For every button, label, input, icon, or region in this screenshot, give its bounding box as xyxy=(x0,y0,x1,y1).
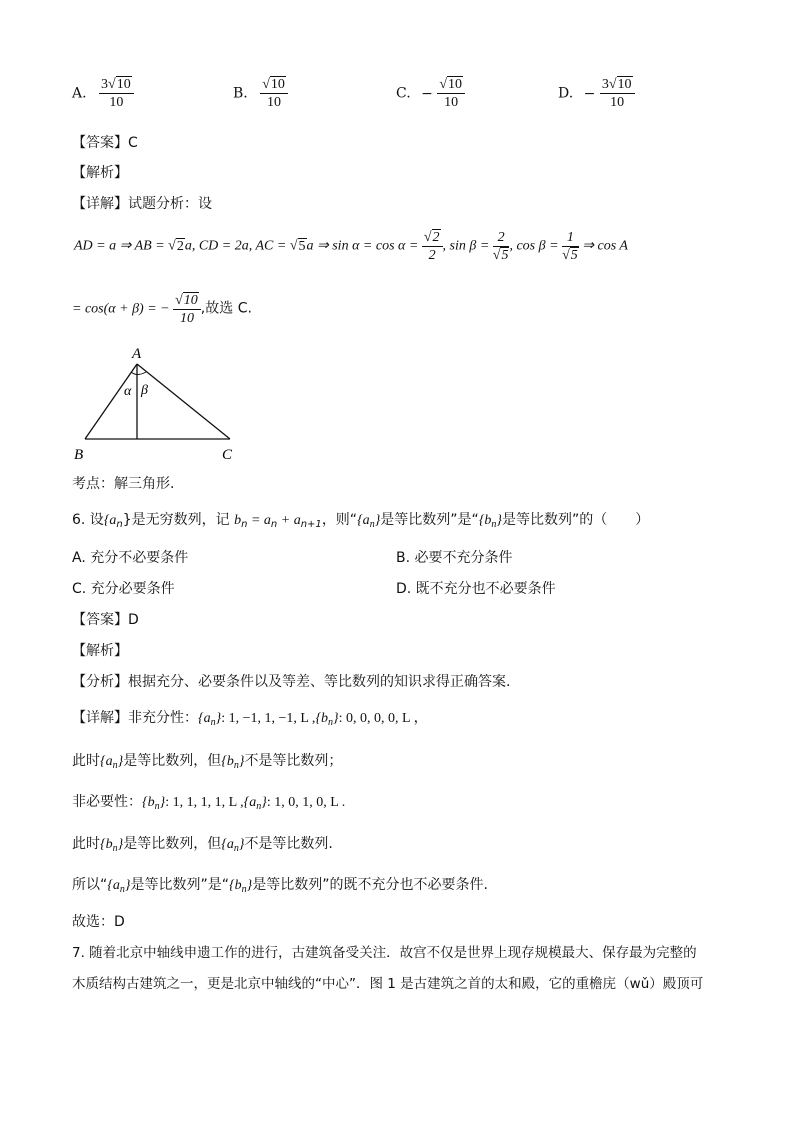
option-letter: D. xyxy=(558,85,574,102)
kaodian-line: 考点：解三角形. xyxy=(72,476,175,492)
fraction: $\frac{√2}{2}$ xyxy=(422,229,443,264)
angle-label-beta: β xyxy=(141,383,148,398)
fraction: $\frac{3√10}{10}$ xyxy=(600,76,635,111)
detail-line-2: 此时$\{a_n\}$是等比数列，但$\{b_n\}$不是等比数列； xyxy=(72,753,343,771)
fraction: $\frac{1}{√5}$ xyxy=(562,230,578,263)
choose-line: 故选：D xyxy=(72,914,125,930)
answer-label: 【答案】D xyxy=(72,612,139,628)
vertex-label-b: B xyxy=(74,447,84,463)
detail-line-3: 非必要性：$\{b_n\}$: 1, 1, 1, 1, L $,\{a_n\}$: 1, 0, 1, 0, L . xyxy=(72,794,346,812)
detail-line-1: 【详解】非充分性：$\{a_n\}$: 1, −1, 1, −1, L $,\{b_n\}$: 0, 0, 0, 0, L ， xyxy=(72,710,428,728)
answer-label: 【答案】C xyxy=(72,135,138,151)
q5-option-b xyxy=(233,76,288,111)
fraction: $\frac{√10}{10}$ xyxy=(437,76,465,111)
q6-option-d: D. 既不充分也不必要条件 xyxy=(396,581,556,597)
q6-stem: 6. 设$\{a_n\}$是无穷数列，记 $b_n = a_n + a_{n+1}$，则“$\{a_n\}$是等比数列”是“$\{b_n\}$是等比数列”的（ ） xyxy=(72,512,650,530)
equation-line-1: AD = a ⇒ AB = √2a, CD = 2a, AC = √5a ⇒ sin α = cos α = $\frac{√2}{2}$ , sin β = $\frac{2}{√5}$ , cos β = $\frac{1}{√5}$ ⇒ cos A xyxy=(74,230,628,263)
q5-option-c: C. − $\frac{√10}{10}$ xyxy=(396,76,465,111)
option-letter: A. xyxy=(72,85,87,102)
fraction: $\frac{√10}{10}$ xyxy=(173,292,201,327)
detail-line-4: 此时$\{b_n\}$是等比数列，但$\{a_n\}$不是等比数列. xyxy=(72,836,333,854)
option-letter: C. xyxy=(396,85,411,102)
q6-option-b: B. 必要不充分条件 xyxy=(396,550,513,566)
side-ac xyxy=(137,364,230,439)
analysis-label: 【解析】 xyxy=(72,165,128,181)
fraction: $\frac{2}{√5}$ xyxy=(492,230,509,263)
analysis-label: 【解析】 xyxy=(72,643,128,659)
fenxi-line: 【分析】根据充分、必要条件以及等差、等比数列的知识求得正确答案. xyxy=(72,674,511,690)
angle-arc xyxy=(131,372,146,375)
option-letter: B. xyxy=(233,85,248,102)
q7-line-2: 木质结构古建筑之一，更是北京中轴线的“中心”．图 1 是古建筑之首的太和殿，它的重檐庑（wǔ）殿顶可 xyxy=(72,976,704,992)
q5-option-a xyxy=(72,76,134,111)
angle-label-alpha: α xyxy=(124,384,132,399)
vertex-label-c: C xyxy=(222,447,233,463)
detail-label: 【详解】试题分析：设 xyxy=(72,196,212,212)
conclusion-line: 所以“$\{a_n\}$是等比数列”是“$\{b_n\}$是等比数列”的既不充分也不必要条件. xyxy=(72,877,488,895)
fraction: $\frac{3√10}{10}$ xyxy=(99,76,134,111)
vertex-label-a: A xyxy=(132,346,142,362)
q6-option-c: C. 充分必要条件 xyxy=(72,581,175,597)
fraction: $\frac{√10}{10}$ xyxy=(260,76,288,111)
q7-line-1: 7. 随着北京中轴线申遗工作的进行，古建筑备受关注．故宫不仅是世界上现存规模最大、保存最为完整的 xyxy=(72,945,697,961)
triangle-figure xyxy=(70,342,250,464)
q5-option-d: D. − $\frac{3√10}{10}$ xyxy=(558,76,635,111)
equation-line-2: = cos(α + β) = − $\frac{√10}{10}$ ,故选 C. xyxy=(72,293,252,326)
q6-option-a: A. 充分不必要条件 xyxy=(72,550,189,566)
side-ab xyxy=(85,364,137,439)
